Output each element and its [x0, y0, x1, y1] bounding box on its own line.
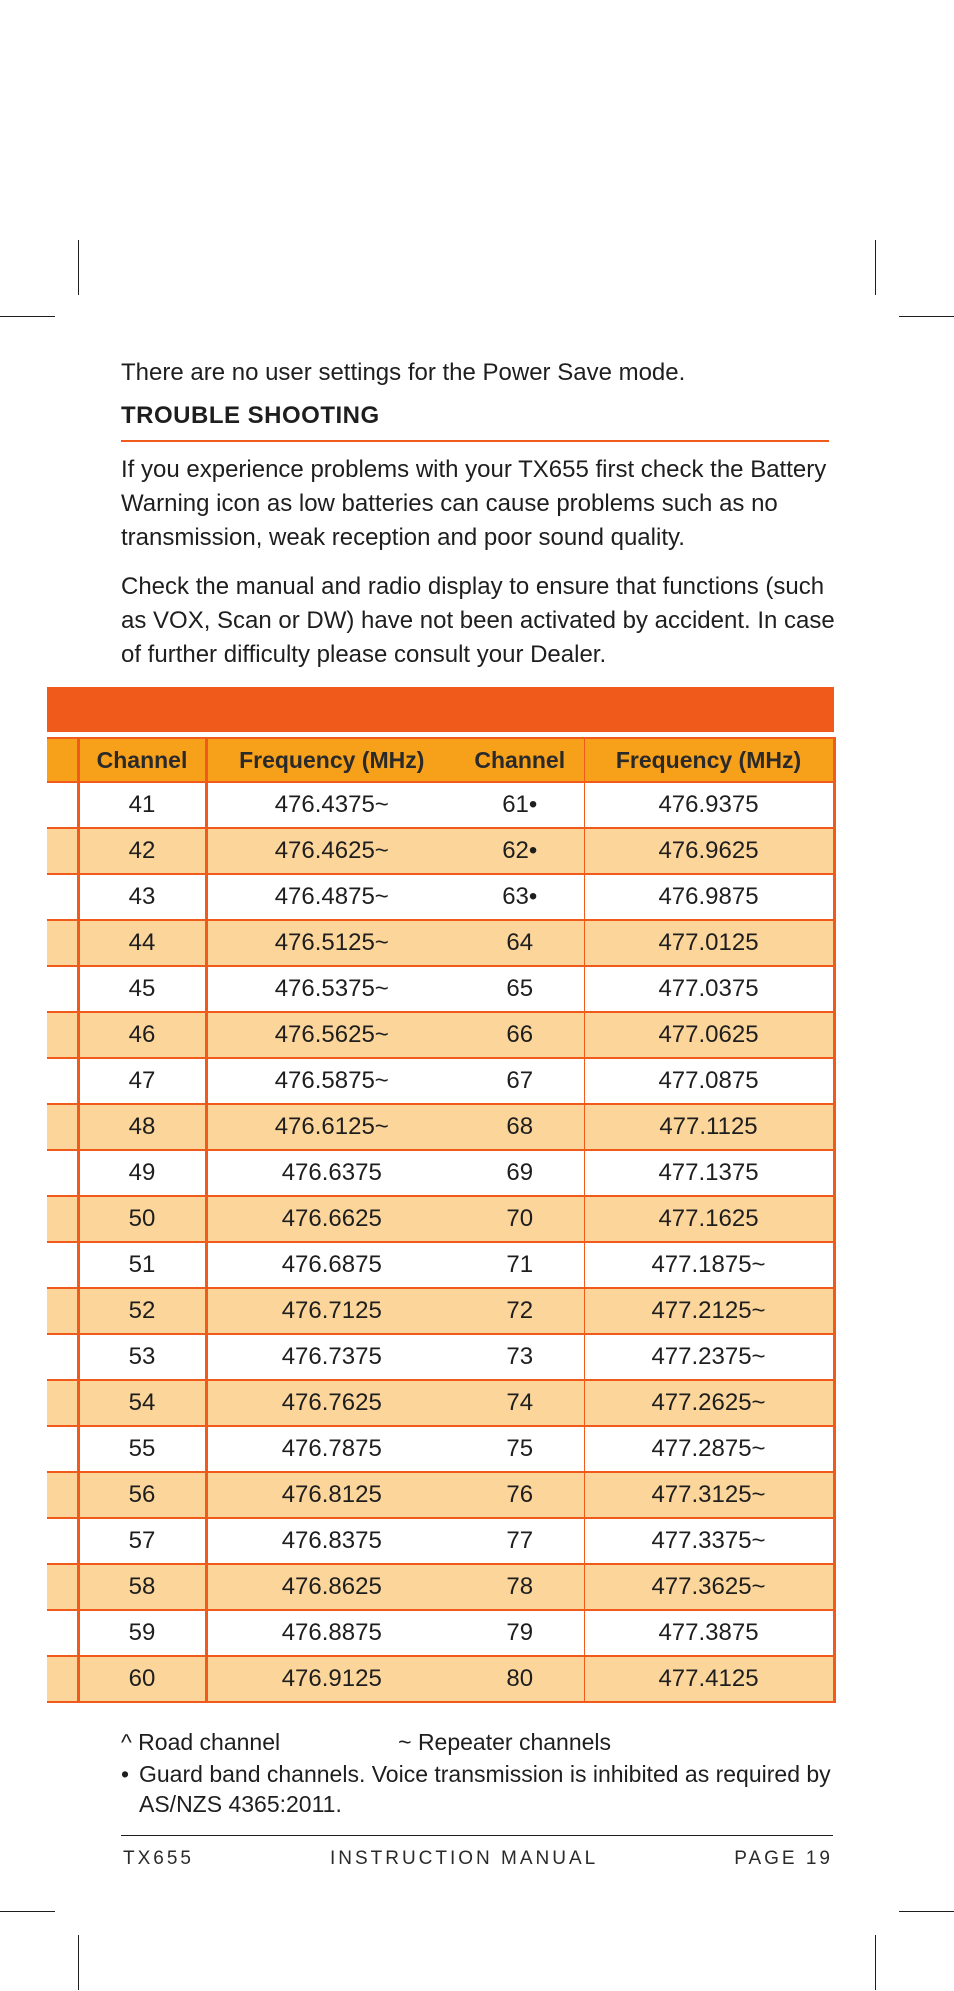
- row-gutter: [47, 1564, 78, 1610]
- cell-channel: 51: [78, 1242, 206, 1288]
- cell-channel: 45: [78, 966, 206, 1012]
- crop-mark: [899, 316, 954, 317]
- intro-text: There are no user settings for the Power Save mode.: [121, 359, 686, 386]
- cell-channel: 43: [78, 874, 206, 920]
- table-row: [47, 1058, 834, 1104]
- row-gutter: [47, 828, 78, 874]
- header-channel: Channel: [78, 738, 206, 782]
- table-row: [47, 828, 834, 874]
- cell-frequency: 476.6875: [206, 1242, 456, 1288]
- row-gutter: [47, 920, 78, 966]
- cell-frequency: 476.4875~: [206, 874, 456, 920]
- cell-channel: 65: [456, 966, 584, 1012]
- cell-frequency: 476.6125~: [206, 1104, 456, 1150]
- cell-frequency: 477.0375: [584, 966, 834, 1012]
- table-row: [47, 1334, 834, 1380]
- cell-frequency: 477.2875~: [584, 1426, 834, 1472]
- row-gutter: [47, 1242, 78, 1288]
- crop-mark: [78, 240, 79, 295]
- page-footer: [123, 1848, 833, 1870]
- cell-channel: 71: [456, 1242, 584, 1288]
- table-banner: [47, 687, 834, 732]
- footer-page-number: PAGE 19: [734, 1848, 833, 1869]
- table-notes: [121, 1727, 841, 1819]
- cell-channel: 52: [78, 1288, 206, 1334]
- cell-channel: 41: [78, 782, 206, 828]
- table-row: [47, 1380, 834, 1426]
- channel-table: [47, 737, 834, 1703]
- row-gutter: [47, 1610, 78, 1656]
- table-row: [47, 1242, 834, 1288]
- cell-channel: 55: [78, 1426, 206, 1472]
- cell-channel: 80: [456, 1656, 584, 1702]
- table-row: [47, 1472, 834, 1518]
- header-channel: Channel: [456, 738, 584, 782]
- cell-channel: 54: [78, 1380, 206, 1426]
- header-gutter: [47, 738, 78, 782]
- cell-channel: 69: [456, 1150, 584, 1196]
- note-repeater-channels: ~ Repeater channels: [398, 1729, 612, 1755]
- cell-channel: 77: [456, 1518, 584, 1564]
- cell-frequency: 476.4625~: [206, 828, 456, 874]
- cell-frequency: 477.1125: [584, 1104, 834, 1150]
- row-gutter: [47, 1012, 78, 1058]
- cell-channel: 49: [78, 1150, 206, 1196]
- cell-frequency: 476.6375: [206, 1150, 456, 1196]
- cell-channel: 62•: [456, 828, 584, 874]
- footer-model: TX655: [123, 1848, 194, 1869]
- cell-channel: 57: [78, 1518, 206, 1564]
- table-row: [47, 1518, 834, 1564]
- crop-mark: [875, 1935, 876, 1990]
- cell-frequency: 476.5625~: [206, 1012, 456, 1058]
- cell-frequency: 476.5125~: [206, 920, 456, 966]
- cell-channel: 59: [78, 1610, 206, 1656]
- cell-channel: 68: [456, 1104, 584, 1150]
- crop-mark: [899, 1911, 954, 1912]
- cell-channel: 76: [456, 1472, 584, 1518]
- table-row: [47, 1564, 834, 1610]
- row-gutter: [47, 1472, 78, 1518]
- cell-frequency: 477.4125: [584, 1656, 834, 1702]
- cell-channel: 53: [78, 1334, 206, 1380]
- cell-frequency: 476.7625: [206, 1380, 456, 1426]
- cell-frequency: 477.1375: [584, 1150, 834, 1196]
- row-gutter: [47, 1334, 78, 1380]
- cell-channel: 73: [456, 1334, 584, 1380]
- cell-frequency: 476.9375: [584, 782, 834, 828]
- note-road-channel: ^ Road channel: [121, 1729, 281, 1755]
- cell-frequency: 477.2125~: [584, 1288, 834, 1334]
- row-gutter: [47, 1518, 78, 1564]
- header-frequency: Frequency (MHz): [206, 738, 456, 782]
- table-header-row: [47, 738, 834, 782]
- header-frequency: Frequency (MHz): [584, 738, 834, 782]
- row-gutter: [47, 1058, 78, 1104]
- cell-frequency: 477.3375~: [584, 1518, 834, 1564]
- section-heading: TROUBLE SHOOTING: [121, 402, 829, 442]
- row-gutter: [47, 1380, 78, 1426]
- cell-channel: 66: [456, 1012, 584, 1058]
- cell-channel: 79: [456, 1610, 584, 1656]
- cell-channel: 67: [456, 1058, 584, 1104]
- row-gutter: [47, 874, 78, 920]
- cell-channel: 61•: [456, 782, 584, 828]
- row-gutter: [47, 1426, 78, 1472]
- cell-frequency: 476.9875: [584, 874, 834, 920]
- cell-frequency: 476.7875: [206, 1426, 456, 1472]
- table-row: [47, 966, 834, 1012]
- table-row: [47, 1610, 834, 1656]
- footer-manual-title: INSTRUCTION MANUAL: [329, 1848, 599, 1869]
- cell-frequency: 476.7375: [206, 1334, 456, 1380]
- cell-channel: 75: [456, 1426, 584, 1472]
- cell-frequency: 477.3625~: [584, 1564, 834, 1610]
- cell-frequency: 476.8375: [206, 1518, 456, 1564]
- cell-frequency: 477.0625: [584, 1012, 834, 1058]
- cell-frequency: 476.8125: [206, 1472, 456, 1518]
- cell-channel: 50: [78, 1196, 206, 1242]
- cell-channel: 47: [78, 1058, 206, 1104]
- cell-frequency: 476.8625: [206, 1564, 456, 1610]
- table-row: [47, 920, 834, 966]
- table-row: [47, 1426, 834, 1472]
- cell-frequency: 477.1875~: [584, 1242, 834, 1288]
- row-gutter: [47, 966, 78, 1012]
- cell-frequency: 477.3125~: [584, 1472, 834, 1518]
- cell-channel: 56: [78, 1472, 206, 1518]
- cell-channel: 46: [78, 1012, 206, 1058]
- footer-divider: [121, 1835, 833, 1836]
- paragraph-dealer: Check the manual and radio display to ensure that functions (such as VOX, Scan or DW) have not been activated by accident. In case of further difficulty please consult your Dealer.: [121, 573, 835, 668]
- cell-channel: 60: [78, 1656, 206, 1702]
- cell-channel: 72: [456, 1288, 584, 1334]
- row-gutter: [47, 782, 78, 828]
- cell-frequency: 476.6625: [206, 1196, 456, 1242]
- cell-frequency: 477.1625: [584, 1196, 834, 1242]
- cell-channel: 42: [78, 828, 206, 874]
- cell-channel: 44: [78, 920, 206, 966]
- cell-channel: 63•: [456, 874, 584, 920]
- crop-mark: [0, 316, 55, 317]
- cell-frequency: 477.2375~: [584, 1334, 834, 1380]
- crop-mark: [875, 240, 876, 295]
- cell-frequency: 476.9625: [584, 828, 834, 874]
- cell-frequency: 476.5375~: [206, 966, 456, 1012]
- table-row: [47, 874, 834, 920]
- crop-mark: [78, 1935, 79, 1990]
- cell-frequency: 476.9125: [206, 1656, 456, 1702]
- cell-frequency: 476.4375~: [206, 782, 456, 828]
- row-gutter: [47, 1656, 78, 1702]
- row-gutter: [47, 1150, 78, 1196]
- cell-frequency: 476.5875~: [206, 1058, 456, 1104]
- paragraph-battery: If you experience problems with your TX655 first check the Battery Warning icon as low batteries can cause problems such as no transmission, weak reception and poor sound quality.: [121, 456, 827, 551]
- bullet-icon: •: [121, 1761, 130, 1787]
- cell-frequency: 477.3875: [584, 1610, 834, 1656]
- cell-channel: 58: [78, 1564, 206, 1610]
- note-guard-band: Guard band channels. Voice transmission is inhibited as required by AS/NZS 4365:2011.: [139, 1761, 831, 1817]
- table-row: [47, 1656, 834, 1702]
- cell-frequency: 476.7125: [206, 1288, 456, 1334]
- crop-mark: [0, 1911, 55, 1912]
- table-row: [47, 1288, 834, 1334]
- cell-frequency: 477.2625~: [584, 1380, 834, 1426]
- cell-frequency: 477.0875: [584, 1058, 834, 1104]
- cell-channel: 78: [456, 1564, 584, 1610]
- table-row: [47, 1104, 834, 1150]
- cell-frequency: 477.0125: [584, 920, 834, 966]
- table-row: [47, 782, 834, 828]
- row-gutter: [47, 1104, 78, 1150]
- table-row: [47, 1196, 834, 1242]
- table-row: [47, 1012, 834, 1058]
- cell-channel: 70: [456, 1196, 584, 1242]
- cell-channel: 48: [78, 1104, 206, 1150]
- cell-channel: 64: [456, 920, 584, 966]
- cell-frequency: 476.8875: [206, 1610, 456, 1656]
- row-gutter: [47, 1288, 78, 1334]
- row-gutter: [47, 1196, 78, 1242]
- cell-channel: 74: [456, 1380, 584, 1426]
- table-row: [47, 1150, 834, 1196]
